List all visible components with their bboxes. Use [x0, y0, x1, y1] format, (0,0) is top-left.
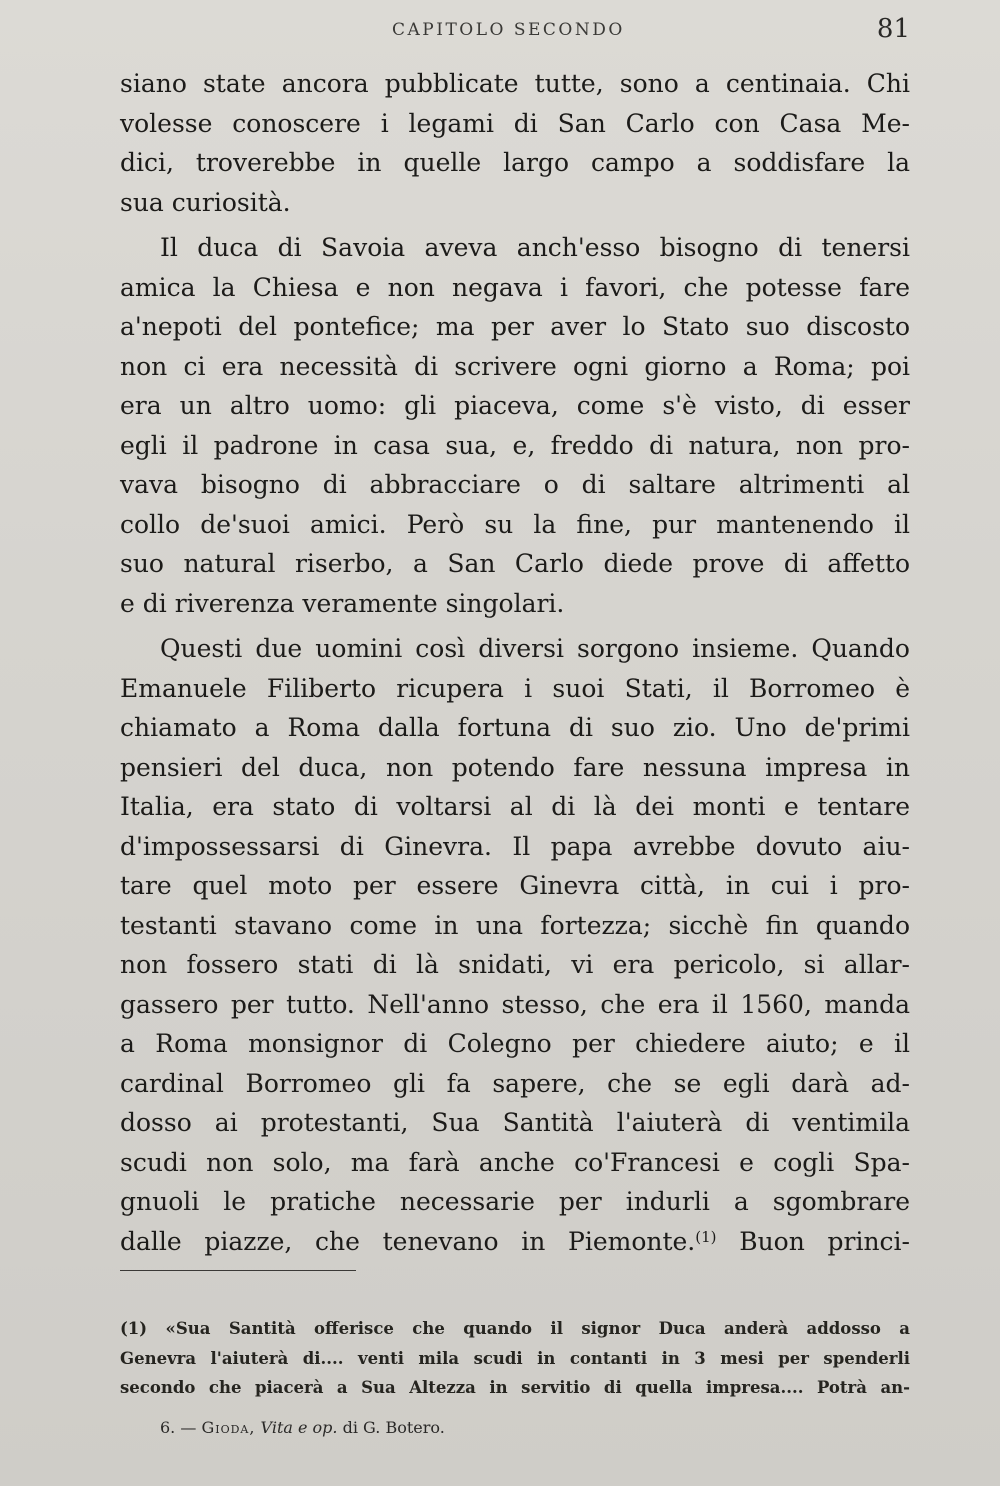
footnote-line: secondo che piacerà a Sua Altezza in servitio di quella impresa.... Potrà an- — [120, 1378, 910, 1397]
text-line: a'nepoti del pontefice; ma per aver lo Stato suo discosto — [120, 312, 910, 341]
text-line: dici, troverebbe in quelle largo campo a soddisfare la — [120, 148, 910, 177]
signature-title: Vita e op. — [260, 1418, 338, 1437]
paragraph-1 — [120, 64, 910, 222]
text-line: vava bisogno di abbracciare o di saltare altrimenti al — [120, 470, 910, 499]
text-line: scudi non solo, ma farà anche co'Francesi e cogli Spa- — [120, 1147, 910, 1177]
text-line: egli il padrone in casa sua, e, freddo di natura, non pro- — [120, 430, 910, 460]
text-line: suo natural riserbo, a San Carlo diede prove di affetto — [120, 549, 910, 578]
text-line: Italia, era stato di voltarsi al di là dei monti e tentare — [120, 792, 910, 821]
footnote-reference[interactable]: (1) — [695, 1227, 717, 1246]
line-text: dalle piazze, che tenevano in Piemonte. — [120, 1226, 696, 1256]
paragraph-3-cont — [120, 669, 910, 1262]
text-line: volesse conoscere i legami di San Carlo con Casa Me- — [120, 108, 910, 138]
signature-rest: di G. Botero. — [342, 1418, 445, 1437]
text-line: gnuoli le pratiche necessarie per indurli a sgombrare — [120, 1187, 910, 1216]
text-line: non ci era necessità di scrivere ogni giorno a Roma; poi — [120, 351, 910, 381]
body-text — [120, 64, 910, 1261]
text-line: d'impossessarsi di Ginevra. Il papa avrebbe dovuto aiu- — [120, 831, 910, 861]
paragraph-2 — [120, 228, 910, 268]
text-line-with-footnote-ref — [120, 1222, 910, 1262]
page-header — [122, 14, 910, 50]
line-text: Buon princi- — [716, 1226, 910, 1256]
text-line: testanti stavano come in una fortezza; sicchè fin quando — [120, 910, 910, 940]
text-line: pensieri del duca, non potendo fare nessuna impresa in — [120, 752, 910, 782]
paragraph-2-cont — [120, 268, 910, 624]
text-line: e di riverenza veramente singolari. — [120, 588, 565, 618]
page-number: 81 — [876, 14, 910, 44]
text-line: cardinal Borromeo gli fa sapere, che se egli darà ad- — [120, 1068, 910, 1098]
footnote-line: (1) «Sua Santità offerisce che quando il signor Duca anderà addosso a — [120, 1319, 910, 1338]
text-line: a Roma monsignor di Colegno per chiedere aiuto; e il — [120, 1029, 910, 1058]
text-line: Emanuele Filiberto ricupera i suoi Stati, il Borromeo è — [120, 673, 910, 703]
text-line: sua curiosità. — [120, 187, 291, 217]
text-line: gassero per tutto. Nell'anno stesso, che era il 1560, manda — [120, 989, 910, 1019]
text-line: Il duca di Savoia aveva anch'esso bisogno di tenersi — [160, 233, 910, 262]
text-line: dosso ai protestanti, Sua Santità l'aiuterà di ventimila — [120, 1108, 910, 1137]
footnote-divider — [120, 1270, 356, 1271]
text-line: collo de'suoi amici. Però su la fine, pur mantenendo il — [120, 509, 910, 539]
text-line: amica la Chiesa e non negava i favori, che potesse fare — [120, 272, 910, 302]
text-line: era un altro uomo: gli piaceva, come s'è visto, di esser — [120, 391, 910, 420]
footnotes — [120, 1314, 910, 1403]
signature-author: Gioda, — [201, 1418, 256, 1437]
paragraph-3 — [120, 629, 910, 669]
text-line: non fossero stati di là snidati, vi era pericolo, si allar- — [120, 950, 910, 979]
running-head: CAPITOLO SECONDO — [392, 20, 625, 40]
signature-number: 6. — — [160, 1418, 197, 1437]
printer-signature — [160, 1418, 445, 1437]
footnote-line: Genevra l'aiuterà di.... venti mila scudi in contanti in 3 mesi per spenderli — [120, 1348, 910, 1368]
text-line: tare quel moto per essere Ginevra città, in cui i pro- — [120, 871, 910, 900]
text-line: chiamato a Roma dalla fortuna di suo zio. Uno de'primi — [120, 713, 910, 742]
text-line: siano state ancora pubblicate tutte, sono a centinaia. Chi — [120, 69, 910, 98]
text-line: Questi due uomini così diversi sorgono insieme. Quando — [160, 634, 910, 663]
